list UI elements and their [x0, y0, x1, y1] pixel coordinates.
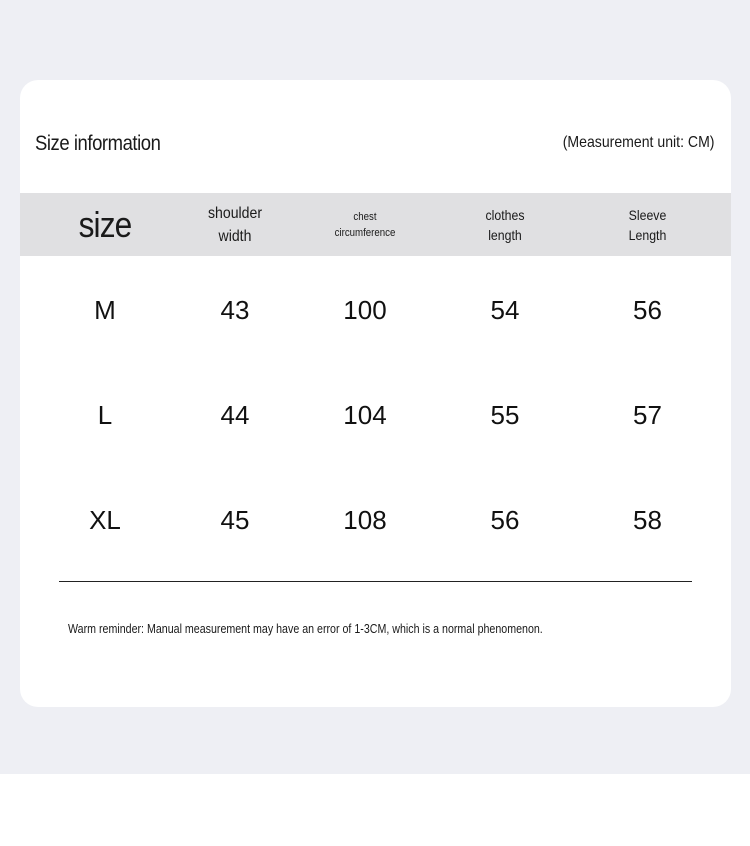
column-header-clothes-length: clothes length: [485, 206, 525, 243]
column-header-size: size: [78, 203, 132, 245]
cell-clothes-length: 56: [490, 504, 520, 535]
cell-size: XL: [89, 504, 121, 535]
cell-shoulder-width: 44: [220, 399, 250, 430]
table-header: [20, 193, 731, 256]
cell-size: L: [97, 399, 113, 430]
cell-sleeve-length: 57: [633, 399, 662, 430]
page-title: Size information: [35, 132, 161, 155]
cell-chest-circumference: 104: [343, 399, 387, 430]
divider: [59, 581, 692, 582]
cell-chest-circumference: 100: [343, 294, 387, 325]
size-chart-card: [20, 80, 731, 707]
cell-chest-circumference: 108: [343, 504, 387, 535]
table-row: [20, 500, 731, 540]
warm-reminder-note: Warm reminder: Manual measurement may have an error of 1-3CM, which is a normal phenomenon.: [68, 621, 543, 636]
cell-clothes-length: 55: [490, 399, 520, 430]
cell-shoulder-width: 43: [220, 294, 250, 325]
cell-clothes-length: 54: [490, 294, 520, 325]
table-row: [20, 395, 731, 435]
cell-sleeve-length: 58: [633, 504, 662, 535]
column-header-sleeve-length: Sleeve Length: [628, 206, 667, 243]
cell-size: M: [94, 294, 116, 325]
table-row: [20, 290, 731, 330]
cell-sleeve-length: 56: [633, 294, 662, 325]
measurement-unit-note: (Measurement unit: CM): [562, 134, 714, 151]
column-header-shoulder-width: shoulder width: [207, 204, 263, 245]
column-header-chest-circumference: chest circumference: [334, 210, 396, 239]
cell-shoulder-width: 45: [220, 504, 250, 535]
